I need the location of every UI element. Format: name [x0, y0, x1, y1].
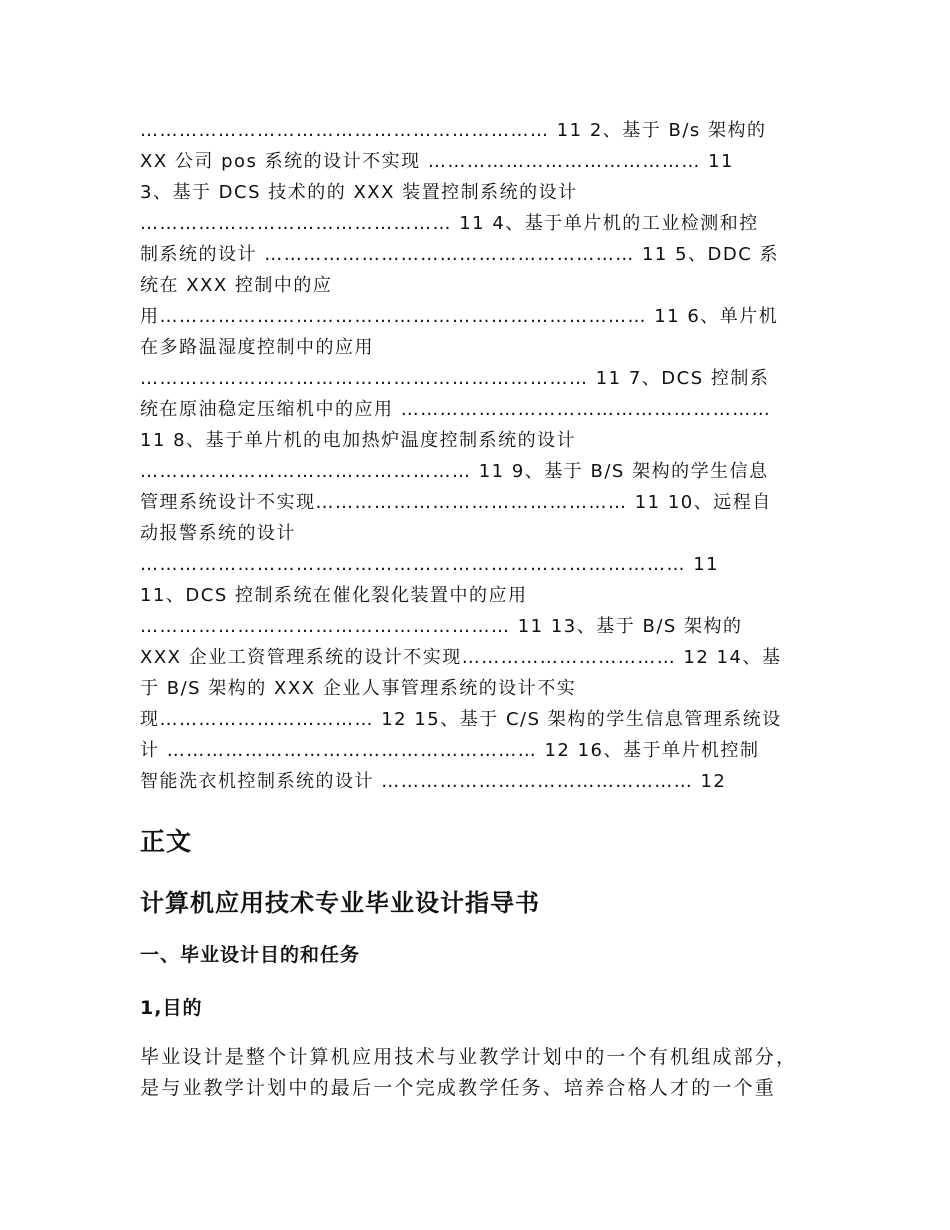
toc-line: 11、DCS 控制系统在催化裂化装置中的应用	[140, 585, 528, 606]
toc-line: …………………………………………… 11 9、基于 B/S 架构的学生信息	[140, 461, 769, 482]
section-title: 正文	[140, 827, 193, 856]
toc-line: 计 ………………………………………………… 12 16、基于单片机控制	[140, 740, 760, 761]
toc-line: XX 公司 pos 系统的设计不实现 …………………………………… 11	[140, 151, 734, 172]
toc-line: ………………………………………………………………………… 11	[140, 554, 720, 575]
toc-line: 智能洗衣机控制系统的设计 ………………………………………… 12	[140, 771, 727, 792]
guide-title: 计算机应用技术专业毕业设计指导书	[140, 889, 540, 917]
toc-line: ………………………………………………… 11 13、基于 B/S 架构的	[140, 616, 743, 637]
toc-line: 3、基于 DCS 技术的的 XXX 装置控制系统的设计	[140, 182, 578, 203]
toc-line: 在多路温湿度控制中的应用	[140, 337, 374, 358]
toc-line: 于 B/S 架构的 XXX 企业人事管理系统的设计不实	[140, 678, 577, 699]
toc-line: 11 8、基于单片机的电加热炉温度控制系统的设计	[140, 430, 577, 451]
toc-line: 用………………………………………………………………… 11 6、单片机	[140, 306, 779, 327]
toc-line: 制系统的设计 ………………………………………………… 11 5、DDC 系	[140, 244, 780, 265]
toc-line: 现…………………………… 12 15、基于 C/S 架构的学生信息管理系统设	[140, 709, 782, 730]
toc-line: …………………………………………………………… 11 7、DCS 控制系	[140, 368, 770, 389]
body-line: 毕业设计是整个计算机应用技术与业教学计划中的一个有机组成部分，	[140, 1046, 798, 1068]
chapter-heading: 一、毕业设计目的和任务	[140, 944, 361, 966]
toc-line: 统在 XXX 控制中的应	[140, 275, 333, 296]
toc-line: 统在原油稳定压缩机中的应用 …………………………………………………	[140, 399, 772, 420]
body-line: 是与业教学计划中的最后一个完成教学任务、培养合格人才的一个重	[140, 1077, 777, 1099]
toc-line: 管理系统设计不实现………………………………………… 11 10、远程自	[140, 492, 772, 513]
toc-line: ………………………………………… 11 4、基于单片机的工业检测和控	[140, 213, 759, 234]
toc-line: ……………………………………………………… 11 2、基于 B/s 架构的	[140, 120, 767, 141]
toc-line: 动报警系统的设计	[140, 523, 296, 544]
toc-line: XXX 企业工资管理系统的设计不实现…………………………… 12 14、基	[140, 647, 782, 668]
subsection-heading: 1,目的	[140, 997, 203, 1019]
